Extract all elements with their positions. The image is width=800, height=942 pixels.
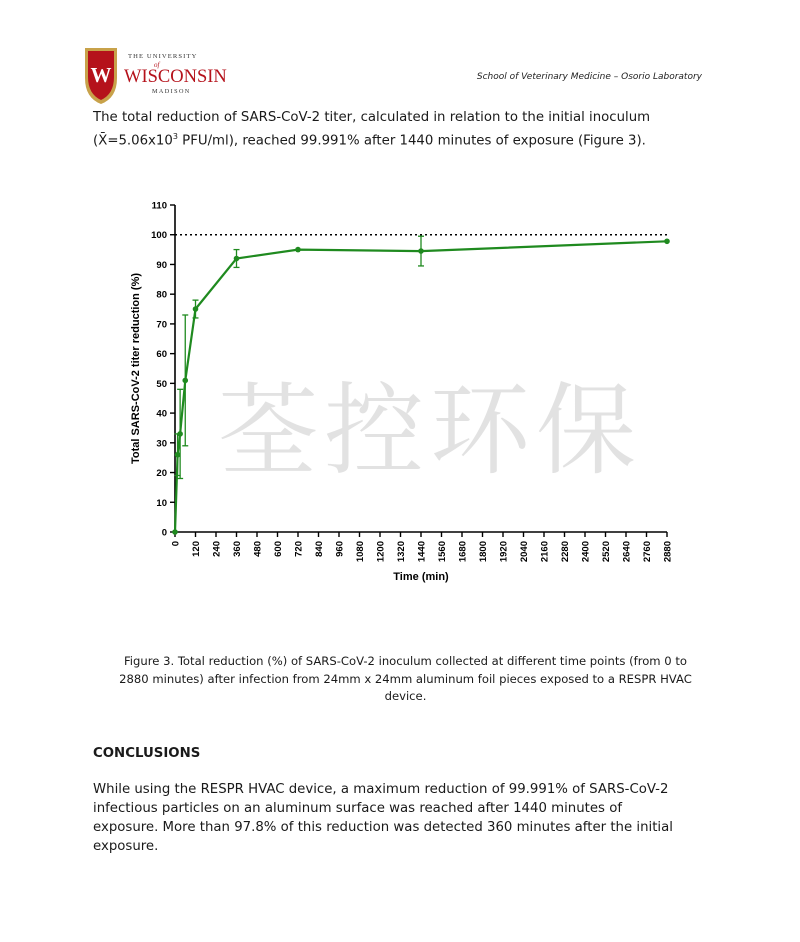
x-tick-label: 2640 — [621, 541, 633, 563]
x-tick-label: 2880 — [662, 541, 674, 563]
x-tick-label: 1080 — [355, 541, 366, 563]
data-point — [295, 247, 301, 253]
y-axis-label: Total SARS-CoV-2 titer reduction (%) — [130, 272, 142, 465]
intro-line-1: The total reduction of SARS-CoV-2 titer, calculated in relation to the initial inoculum — [93, 110, 651, 125]
intro-rest: PFU/ml), reached 99.991% after 1440 minutes of exposure (Figure 3). — [177, 133, 646, 149]
y-tick-label: 10 — [156, 497, 167, 509]
conclusions-heading: CONCLUSIONS — [93, 746, 201, 761]
conclusions-line-2: infectious particles on an aluminum surface was reached after 1440 minutes of — [93, 801, 623, 816]
logo-of: of — [154, 61, 160, 69]
data-point — [418, 248, 424, 254]
x-tick-label: 2400 — [580, 541, 592, 563]
figure-caption — [93, 653, 718, 706]
y-tick-label: 60 — [156, 349, 167, 361]
crest-icon — [85, 48, 117, 104]
conclusions-line-3: exposure. More than 97.8% of this reduction was detected 360 minutes after the initial — [93, 820, 673, 835]
y-tick-label: 90 — [156, 259, 167, 271]
y-tick-label: 0 — [161, 527, 167, 539]
x-tick-label: 720 — [293, 541, 305, 557]
mean-symbol: X̄ — [98, 133, 108, 149]
caption-line-2: 2880 minutes) after infection from 24mm x 24mm aluminum foil pieces exposed to a RESPR HVAC — [119, 671, 692, 686]
x-tick-label: 960 — [334, 541, 346, 557]
caption-line-1: Figure 3. Total reduction (%) of SARS-CoV-2 inoculum collected at different time points (from 0 to — [123, 654, 687, 668]
y-tick-label: 100 — [151, 230, 167, 242]
conclusions-paragraph — [93, 780, 705, 856]
inoculum-exponent: 3 — [172, 132, 178, 141]
y-tick-label: 20 — [156, 468, 167, 480]
x-tick-label: 1200 — [375, 541, 387, 563]
x-tick-label: 240 — [211, 541, 223, 557]
x-axis-label: Time (min) — [393, 571, 449, 583]
x-tick-label: 2160 — [539, 541, 551, 563]
y-tick-label: 40 — [156, 408, 167, 420]
x-tick-label: 480 — [252, 541, 264, 557]
logo-line3: MADISON — [152, 88, 191, 95]
x-tick-label: 1440 — [416, 541, 428, 563]
x-tick-label: 1560 — [437, 541, 448, 563]
data-point — [182, 378, 188, 384]
data-point — [177, 431, 183, 437]
data-point — [664, 238, 670, 244]
conclusions-line-4: exposure. — [93, 839, 159, 854]
x-tick-label: 1680 — [457, 541, 469, 563]
x-tick-label: 2040 — [519, 541, 530, 563]
y-tick-label: 80 — [156, 289, 167, 301]
data-point — [172, 529, 178, 535]
logo-line2: WISCONSIN — [124, 67, 227, 87]
caption-line-3: device. — [384, 689, 427, 703]
data-point — [193, 306, 199, 312]
x-tick-label: 840 — [314, 541, 325, 557]
intro-paragraph — [93, 108, 713, 150]
y-tick-label: 30 — [156, 438, 167, 450]
intro-line-2 — [93, 127, 713, 150]
university-logo — [82, 44, 232, 104]
y-tick-label: 50 — [156, 378, 167, 390]
x-tick-label: 1920 — [498, 541, 510, 563]
x-tick-label: 1800 — [478, 541, 489, 563]
logo-line1: THE UNIVERSITY — [128, 53, 198, 60]
y-tick-label: 70 — [156, 319, 167, 331]
x-tick-label: 2520 — [601, 541, 612, 563]
lab-name: School of Veterinary Medicine – Osorio Laboratory — [476, 72, 702, 82]
svg-text:W: W — [90, 63, 112, 87]
x-tick-label: 2280 — [560, 541, 571, 563]
x-tick-label: 360 — [232, 541, 243, 557]
x-tick-label: 600 — [273, 541, 284, 557]
x-tick-label: 1320 — [396, 541, 407, 563]
intro-prefix: ( — [93, 133, 99, 149]
y-tick-label: 110 — [151, 200, 167, 212]
x-tick-label: 0 — [170, 541, 182, 547]
x-tick-label: 2760 — [642, 541, 653, 563]
x-tick-label: 120 — [191, 541, 202, 557]
titer-reduction-chart — [130, 195, 690, 585]
data-point — [234, 256, 240, 262]
conclusions-line-1: While using the RESPR HVAC device, a maximum reduction of 99.991% of SARS-CoV-2 — [93, 782, 669, 797]
inoculum-value: =5.06x10 — [107, 133, 173, 149]
watermark: 荃控环保 — [218, 372, 642, 489]
